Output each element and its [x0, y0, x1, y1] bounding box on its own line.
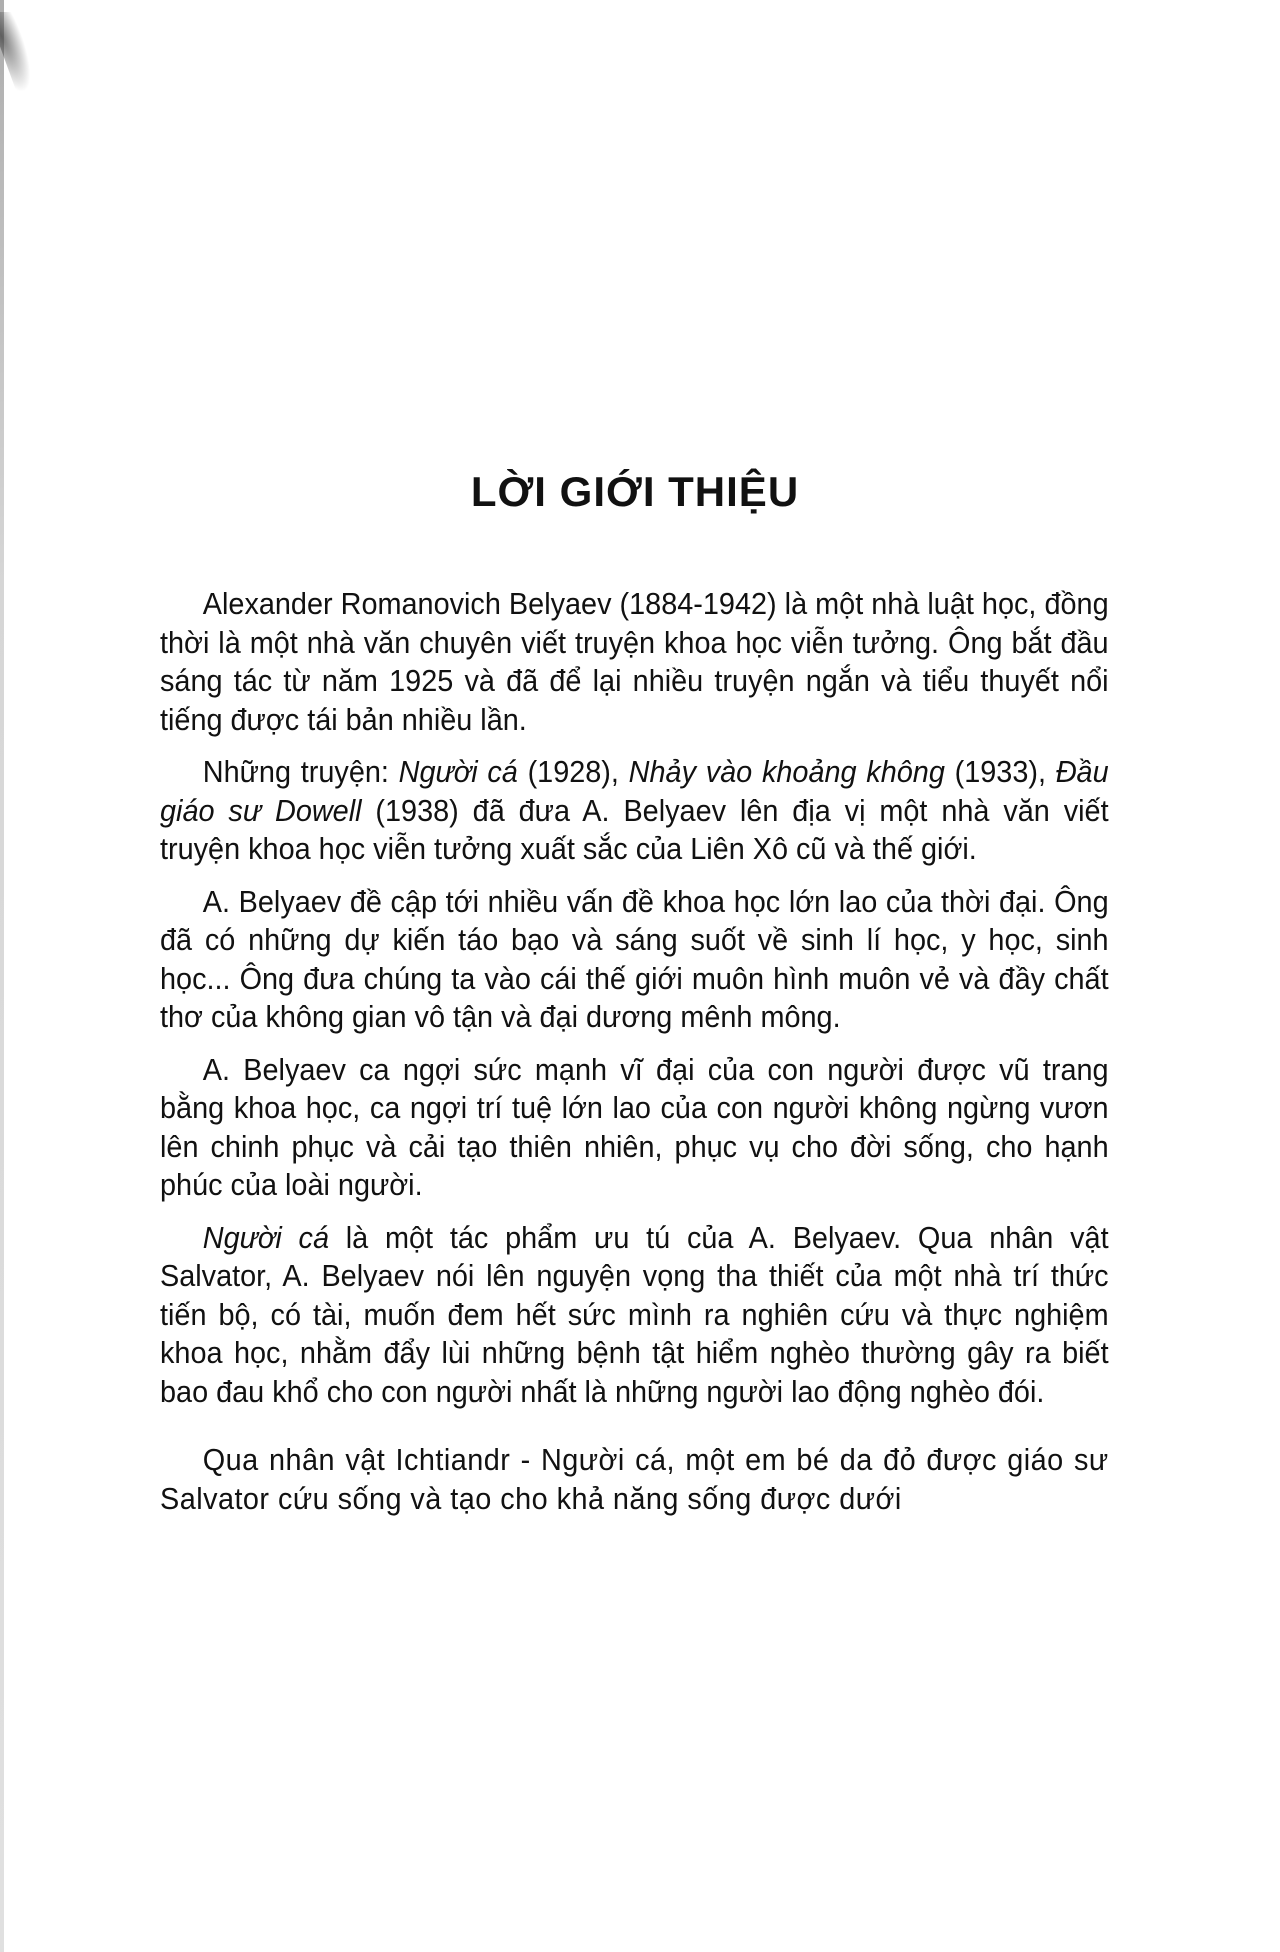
scan-smudge	[0, 12, 43, 92]
paragraph-1: Alexander Romanovich Belyaev (1884-1942) là một nhà luật học, đồng thời là một nhà văn chuyên viết truyện khoa học viễn tưởng. Ông bắt đầu sáng tác từ năm 1925 và đã để lại nhiều truyện ngắn và tiểu thuyết nổi tiếng được tái bản nhiều lần.	[160, 586, 1109, 737]
book-title-italic: Người cá	[398, 754, 518, 789]
page-title: LỜI GIỚI THIỆU	[470, 468, 800, 516]
book-title-italic: Đầu giáo sư Dowell	[160, 754, 1109, 828]
book-title-italic: Nhảy vào khoảng không	[628, 754, 945, 789]
paragraph-2	[160, 753, 1109, 869]
paragraph-4: A. Belyaev ca ngợi sức mạnh vĩ đại của con người được vũ trang bằng khoa học, ca ngợi trí tuệ lớn lao của con người không ngừng vươn lên chinh phục và cải tạo thiên nhiên, phục vụ cho đời sống, cho hạnh phúc của loài người.	[160, 1051, 1109, 1202]
text-span: Những truyện:	[202, 754, 399, 789]
page-edge-shadow	[0, 0, 4, 1952]
text-span: (1933),	[944, 754, 1056, 789]
text-span: là một tác phẩm ưu tú của A. Belyaev. Qua nhân vật Salvator, A. Belyaev nói lên nguyện vọng tha thiết của một nhà trí thức tiến bộ, có tài, muốn đem hết sức mình ra nghiên cứu và thực nghiệm khoa học, nhằm đẩy lùi những bệnh tật hiểm nghèo thường gây ra biết bao đau khổ cho con người nhất là những người lao động nghèo đói.	[160, 1219, 1109, 1409]
paragraph-6: Qua nhân vật Ichtiandr - Người cá, một em bé da đỏ được giáo sư Salvator cứu sống và tạo cho khả năng sống được dưới	[160, 1442, 1109, 1516]
text-span: (1938) đã đưa A. Belyaev lên địa vị một nhà văn viết truyện khoa học viễn tưởng xuất sắc của Liên Xô cũ và thế giới.	[160, 792, 1109, 866]
body-text	[160, 585, 1109, 1532]
book-title-italic: Người cá	[202, 1219, 329, 1255]
paragraph-3: A. Belyaev đề cập tới nhiều vấn đề khoa học lớn lao của thời đại. Ông đã có những dự kiến táo bạo và sáng suốt về sinh lí học, y học, sinh học... Ông đưa chúng ta vào cái thế giới muôn hình muôn vẻ và đầy chất thơ của không gian vô tận và đại dương mênh mông.	[160, 883, 1109, 1034]
text-span: (1928),	[517, 754, 629, 789]
paragraph-5	[160, 1219, 1109, 1412]
